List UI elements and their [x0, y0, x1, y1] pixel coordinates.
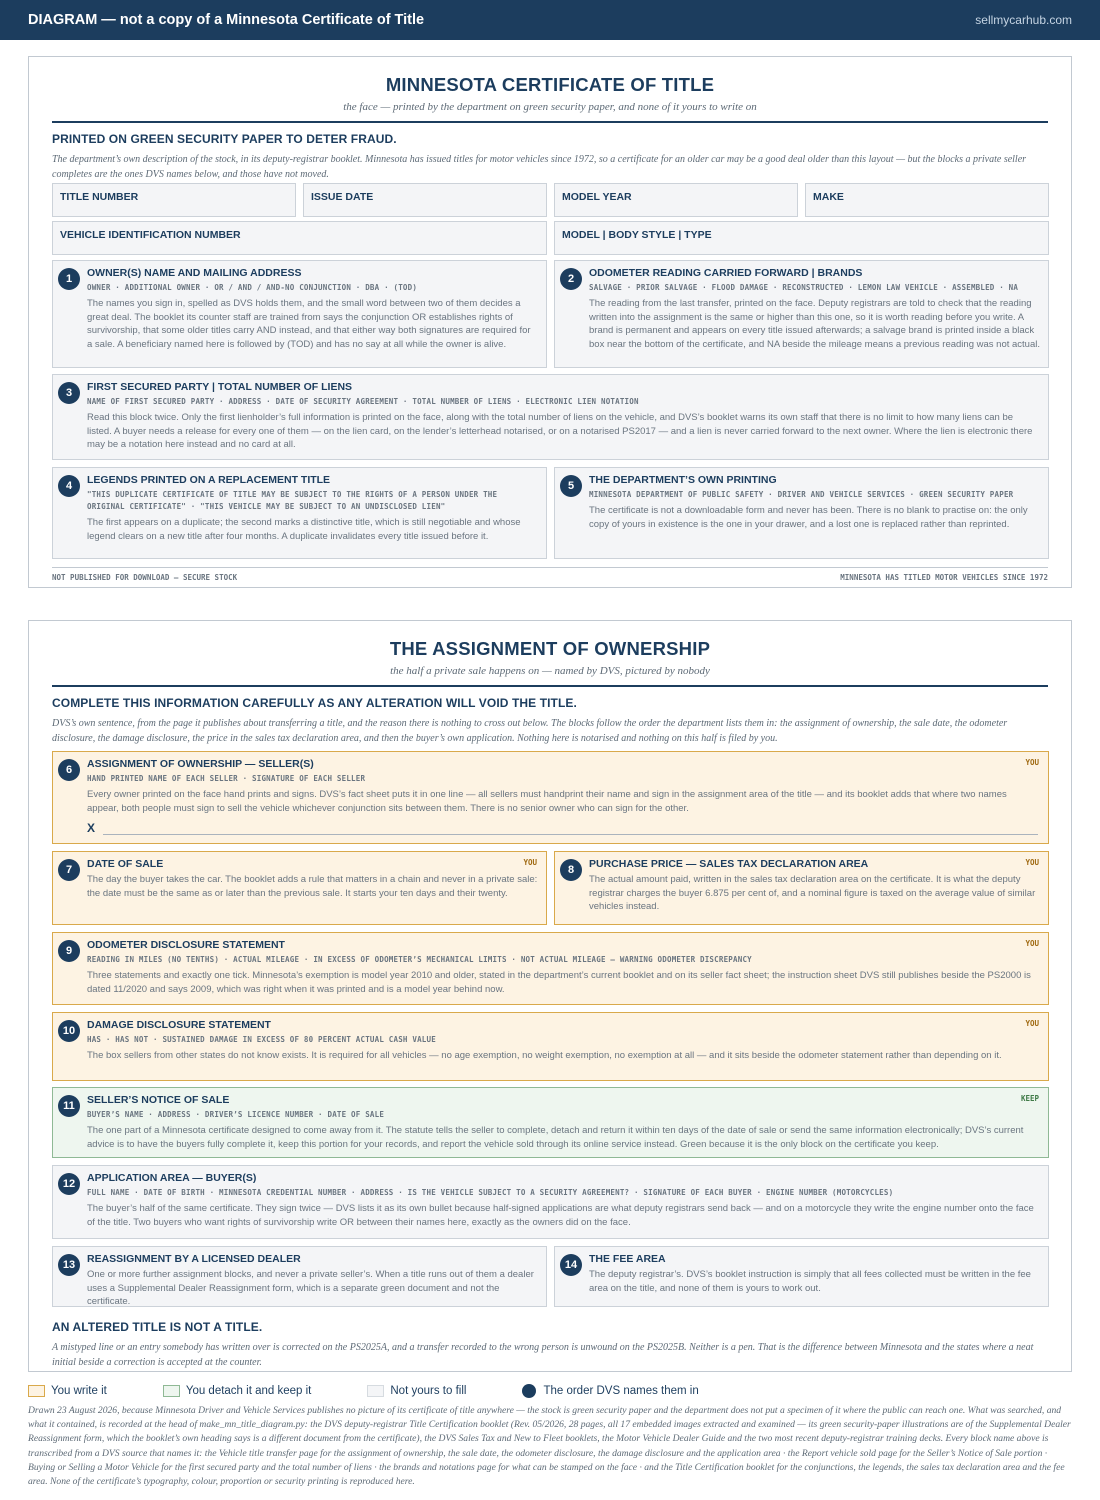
order-number: 1	[58, 268, 80, 290]
field-vin: VEHICLE IDENTIFICATION NUMBER	[52, 221, 547, 255]
block-title: LEGENDS PRINTED ON A REPLACEMENT TITLE	[87, 474, 331, 486]
block-department-printing	[554, 467, 1049, 559]
field-model-body-type: MODEL | BODY STYLE | TYPE	[554, 221, 1049, 255]
block-replacement-legends	[52, 467, 547, 559]
order-number: 10	[58, 1020, 80, 1042]
face-footer	[52, 567, 1048, 582]
block-description: The buyer’s half of the same certificate. They sign twice — DVS lists it as its own bullet because half-signed applications are what deputy registrars send back — and on a motorcycle they write the engine number onto the face of the title. Two buyers who want rights of survivorship write OR between their names here, exactly as the owners did on the face.	[87, 1203, 1034, 1228]
block-odometer-brands	[554, 260, 1049, 368]
signature-rule	[103, 827, 1038, 835]
legend-label: You write it	[51, 1385, 107, 1397]
assignment-title: THE ASSIGNMENT OF OWNERSHIP	[389, 638, 711, 659]
block-description: The first appears on a duplicate; the second marks a distinctive title, which is still negotiable and whose legend clears on a new title after four months. A duplicate invalidates every title issued before it.	[87, 517, 521, 542]
block-subfields: READING IN MILES (NO TENTHS) · ACTUAL MILEAGE · IN EXCESS OF ODOMETER’S MECHANICAL LIMITS · NOT ACTUAL MILEAGE — WARNING ODOMETER DISCREPANCY	[87, 955, 752, 964]
footer-left: NOT PUBLISHED FOR DOWNLOAD — SECURE STOCK	[52, 573, 238, 582]
footer-right: MINNESOTA HAS TITLED MOTOR VEHICLES SINCE 1972	[840, 573, 1048, 582]
face-note: The department’s own description of the stock, in its deputy-registrar booklet. Minnesota has issued titles for motor vehicles since 1972, so a certificate for an older car may be a good deal older than this layout — but the blocks a private seller completes are the ones DVS names below, and those have not moved.	[52, 154, 1027, 180]
you-tag: YOU	[1025, 858, 1039, 867]
block-title: ODOMETER DISCLOSURE STATEMENT	[87, 939, 285, 951]
block-subfields: HAS · HAS NOT · SUSTAINED DAMAGE IN EXCESS OF 80 PERCENT ACTUAL CASH VALUE	[87, 1035, 436, 1044]
block-description: The actual amount paid, written in the sales tax declaration area on the certificate. It is what the deputy registrar charges the buyer 6.875 per cent of, and a nominal figure is taxed on the average value of similar vehicles instead.	[589, 874, 1036, 912]
keep-tag: KEEP	[1020, 1094, 1039, 1103]
legend-order-dot	[522, 1384, 536, 1398]
block-fee-area	[554, 1246, 1049, 1307]
block-subfields: FULL NAME · DATE OF BIRTH · MINNESOTA CREDENTIAL NUMBER · ADDRESS · IS THE VEHICLE SUBJECT TO A SECURITY AGREEMENT? · SIGNATURE OF EACH BUYER · ENGINE NUMBER (MOTORCYCLES)	[87, 1188, 894, 1197]
order-number: 12	[58, 1173, 80, 1195]
face-rule	[52, 121, 1048, 123]
diagram-title: DIAGRAM — not a copy of a Minnesota Certificate of Title	[28, 12, 425, 28]
legend-not-yours	[367, 1385, 466, 1397]
block-description: The box sellers from other states do not know exists. It is required for all vehicles — no age exemption, no weight exemption, no exemption at all — and it sits beside the odometer statement rather than depending on it.	[87, 1050, 1002, 1061]
block-title: FIRST SECURED PARTY | TOTAL NUMBER OF LIENS	[87, 381, 353, 393]
block-description: Every owner printed on the face hand prints and signs. DVS’s fact sheet puts it in one line — all sellers must handprint their name and sign in the assignment area of the title — and its booklet adds that where two names appear, both people must sign to sell the vehicle whichever conjunction sits between them. There is no senior owner who can sign for the other.	[87, 789, 1007, 814]
block-damage-disclosure	[52, 1012, 1049, 1081]
block-subfields: SALVAGE · PRIOR SALVAGE · FLOOD DAMAGE · RECONSTRUCTED · LEMON LAW VEHICLE · ASSEMBLED · NA	[589, 283, 1019, 292]
order-number: 2	[560, 268, 582, 290]
block-subfields: OWNER · ADDITIONAL OWNER · OR / AND / AND-NO CONJUNCTION · DBA · (TOD)	[87, 283, 418, 292]
block-title: THE FEE AREA	[589, 1253, 666, 1265]
block-odometer-disclosure	[52, 932, 1049, 1005]
closing-lead: AN ALTERED TITLE IS NOT A TITLE.	[52, 1320, 263, 1334]
signature-mark: X	[87, 821, 96, 835]
field-model-year: MODEL YEAR	[554, 183, 798, 217]
block-secured-party-liens	[52, 374, 1049, 460]
legend-label: The order DVS names them in	[543, 1385, 699, 1397]
block-subfields: NAME OF FIRST SECURED PARTY · ADDRESS · DATE OF SECURITY AGREEMENT · TOTAL NUMBER OF LIENS · ELECTRONIC LIEN NOTATION	[87, 397, 639, 406]
field-issue-date: ISSUE DATE	[303, 183, 547, 217]
order-number: 5	[560, 475, 582, 497]
block-description: The names you sign in, spelled as DVS holds them, and the small word between two of them decides a great deal. The booklet its counter staff are trained from says the conjunction OR establishes rights of survivorship, that some older titles carry AND instead, and that either way both signatures are required for a sale. A beneficiary named here is followed by (TOD) and has no say at all while the owner is alive.	[87, 298, 531, 350]
block-date-of-sale	[52, 851, 547, 925]
assignment-panel	[28, 620, 1072, 1372]
you-tag: YOU	[1025, 939, 1039, 948]
field-title-number: TITLE NUMBER	[52, 183, 296, 217]
block-description: Three statements and exactly one tick. Minnesota’s exemption is model year 2010 and older, stated in the department’s current booklet and on its seller fact sheet; the instruction sheet DVS still publishes beside the PS2000 is dated 11/2020 and says 2009, which was right when it was printed and is a model year behind now.	[87, 970, 1031, 995]
block-title: REASSIGNMENT BY A LICENSED DEALER	[87, 1253, 301, 1265]
assignment-lead: COMPLETE THIS INFORMATION CAREFULLY AS ANY ALTERATION WILL VOID THE TITLE.	[52, 696, 577, 710]
order-number: 14	[560, 1254, 582, 1276]
legend-order	[522, 1384, 698, 1398]
block-purchase-price	[554, 851, 1049, 925]
legend	[28, 1384, 755, 1398]
legend-swatch-keep	[163, 1385, 180, 1397]
block-description: The certificate is not a downloadable form and never has been. There is no blank to practise on: the only copy of yours in existence is the one in your drawer, and a lost one is replaced rather than reprinted.	[589, 505, 1028, 530]
signature-line	[87, 821, 1040, 835]
block-description: The reading from the last transfer, printed on the face. Deputy registrars are told to check that the reading written into the assignment is the same or higher than this one, so it is worth reading before you write. A brand is permanent and appears on every title issued afterwards; a salvage brand is printed inside a black box near the bottom of the certificate, and NA beside the mileage means a previous reading was not actual.	[589, 298, 1040, 350]
legend-label: You detach it and keep it	[185, 1385, 312, 1397]
block-title: DATE OF SALE	[87, 858, 164, 870]
you-tag: YOU	[523, 858, 537, 867]
order-number: 8	[560, 859, 582, 881]
block-title: OWNER(S) NAME AND MAILING ADDRESS	[87, 267, 302, 279]
order-number: 3	[58, 382, 80, 404]
face-lead: PRINTED ON GREEN SECURITY PAPER TO DETER FRAUD.	[52, 132, 397, 146]
block-owner-name-address	[52, 260, 547, 368]
order-number: 6	[58, 759, 80, 781]
block-seller-assignment	[52, 751, 1049, 844]
block-description: The one part of a Minnesota certificate designed to come away from it. The statute tells the seller to complete, detach and return it within ten days of the date of sale or send the same information electronically; DVS’s current advice is to have the buyers fully complete it, keep this portion for your records, and report the vehicle sold through its online service instead. Green because it is the only block on the certificate you keep.	[87, 1125, 1024, 1150]
face-title: MINNESOTA CERTIFICATE OF TITLE	[385, 74, 715, 95]
block-subfields: "THIS DUPLICATE CERTIFICATE OF TITLE MAY BE SUBJECT TO THE RIGHTS OF A PERSON UNDER THE ORIGINAL CERTIFICATE" · "THIS VEHICLE MAY BE SUBJECT TO AN UNDISCLOSED LIEN"	[87, 490, 498, 511]
legend-label: Not yours to fill	[390, 1385, 467, 1397]
block-dealer-reassignment	[52, 1246, 547, 1307]
block-description: The day the buyer takes the car. The booklet adds a rule that matters in a chain and never in a private sale: the date must be the same as or later than the previous sale. It starts your ten days and their twenty.	[87, 874, 538, 899]
credits-note: Drawn 23 August 2026, because Minnesota Driver and Vehicle Services publishes no picture of its certificate of title anywhere — the stock is green security paper and the department does not put a specimen of it where the public can reach one. What was searched, and what it contained, is recorded at the head of make_mn_title_diagram.py: the DVS deputy-registrar Title Certification booklet (Rev. 05/2026, 28 pages, all 17 embedded images extracted and examined — its green security-paper illustrations are of the Supplemental Dealer Reassignment form, which the booklet’s own heading says is a different document from the certificate), the DVS Sales Tax and New to Fleet booklets, the Motor Vehicle Dealer Guide and the two most recent deputy-registrar training decks. Every block name above is transcribed from a DVS source that names it: the Vehicle title transfer page for the assignment of ownership, the sale date, the odometer disclosure, the damage disclosure and the application area · the Report vehicle sold page for the Seller’s Notice of Sale portion · Buying or Selling a Motor Vehicle for the first secured party and the total number of liens · the brands and notations page for what can be stamped on the face · and the Title Certification booklet for the conjunctions, the legends, the sales tax declaration area and the fee area. None of the certificate’s typography, colour, proportion or security printing is reproduced here.	[28, 1405, 1071, 1488]
block-title: APPLICATION AREA — BUYER(S)	[87, 1172, 257, 1184]
assignment-subtitle: the half a private sale happens on — named by DVS, pictured by nobody	[390, 665, 710, 677]
block-title: THE DEPARTMENT’S OWN PRINTING	[589, 474, 777, 486]
top-bar	[0, 0, 1100, 40]
legend-keep	[163, 1385, 312, 1397]
assignment-note: DVS’s own sentence, from the page it publishes about transferring a title, and the reason there is nothing to cross out below. The blocks follow the order the department lists them in: the assignment of ownership, the sale date, the odometer disclosure, the damage disclosure, the price in the sales tax declaration area, and then the buyer’s own application. Nothing here is notarised and nothing on this half is filed by you.	[52, 718, 1008, 744]
you-tag: YOU	[1025, 758, 1039, 767]
certificate-face-panel	[28, 56, 1072, 588]
block-notice-of-sale	[52, 1087, 1049, 1158]
closing-section	[52, 1311, 1049, 1370]
block-subfields: MINNESOTA DEPARTMENT OF PUBLIC SAFETY · DRIVER AND VEHICLE SERVICES · GREEN SECURITY PAPER	[589, 490, 1014, 499]
site-name: sellmycarhub.com	[975, 13, 1072, 27]
legend-swatch-you	[28, 1385, 45, 1397]
block-description: Read this block twice. Only the first lienholder’s full information is printed on the face, along with the total number of liens on the vehicle, and DVS’s booklet warns its own staff that there is no limit to how many liens can be listed. A buyer needs a release for every one of them — on the lien card, on the lender’s letterhead notarised, or on a notarised PS2017 — and a lien is never carried forward to the next owner. Where the lien is electronic there may be a notation here instead and no card at all.	[87, 412, 1033, 450]
you-tag: YOU	[1025, 1019, 1039, 1028]
block-description: The deputy registrar’s. DVS’s booklet instruction is simply that all fees collected must be written in the fee area on the title, and none of them is yours to work out.	[589, 1269, 1031, 1294]
field-make: MAKE	[805, 183, 1049, 217]
block-subfields: BUYER’S NAME · ADDRESS · DRIVER’S LICENCE NUMBER · DATE OF SALE	[87, 1110, 385, 1119]
order-number: 7	[58, 859, 80, 881]
order-number: 9	[58, 940, 80, 962]
legend-swatch-none	[367, 1385, 384, 1397]
legend-you	[28, 1385, 107, 1397]
block-title: DAMAGE DISCLOSURE STATEMENT	[87, 1019, 271, 1031]
face-subtitle: the face — printed by the department on green security paper, and none of it yours to write on	[343, 101, 757, 113]
block-description: One or more further assignment blocks, and never a private seller’s. When a title runs out of them a dealer uses a Supplemental Dealer Reassignment form, which is a separate green document and not the certificate.	[87, 1269, 534, 1307]
closing-note: A mistyped line or an entry somebody has written over is corrected on the PS2025A, and a transfer recorded to the wrong person is unwound on the PS2025B. Neither is a pen. That is the difference between Minnesota and the states where a neat initial beside a correction is accepted at the counter.	[52, 1342, 1034, 1368]
block-title: SELLER’S NOTICE OF SALE	[87, 1094, 230, 1106]
assignment-rule	[52, 685, 1048, 687]
block-title: ASSIGNMENT OF OWNERSHIP — SELLER(S)	[87, 758, 314, 770]
block-title: PURCHASE PRICE — SALES TAX DECLARATION AREA	[589, 858, 869, 870]
block-title: ODOMETER READING CARRIED FORWARD | BRANDS	[589, 267, 863, 279]
block-buyer-application	[52, 1165, 1049, 1239]
order-number: 4	[58, 475, 80, 497]
block-subfields: HAND PRINTED NAME OF EACH SELLER · SIGNATURE OF EACH SELLER	[87, 774, 366, 783]
order-number: 11	[58, 1095, 80, 1117]
order-number: 13	[58, 1254, 80, 1276]
